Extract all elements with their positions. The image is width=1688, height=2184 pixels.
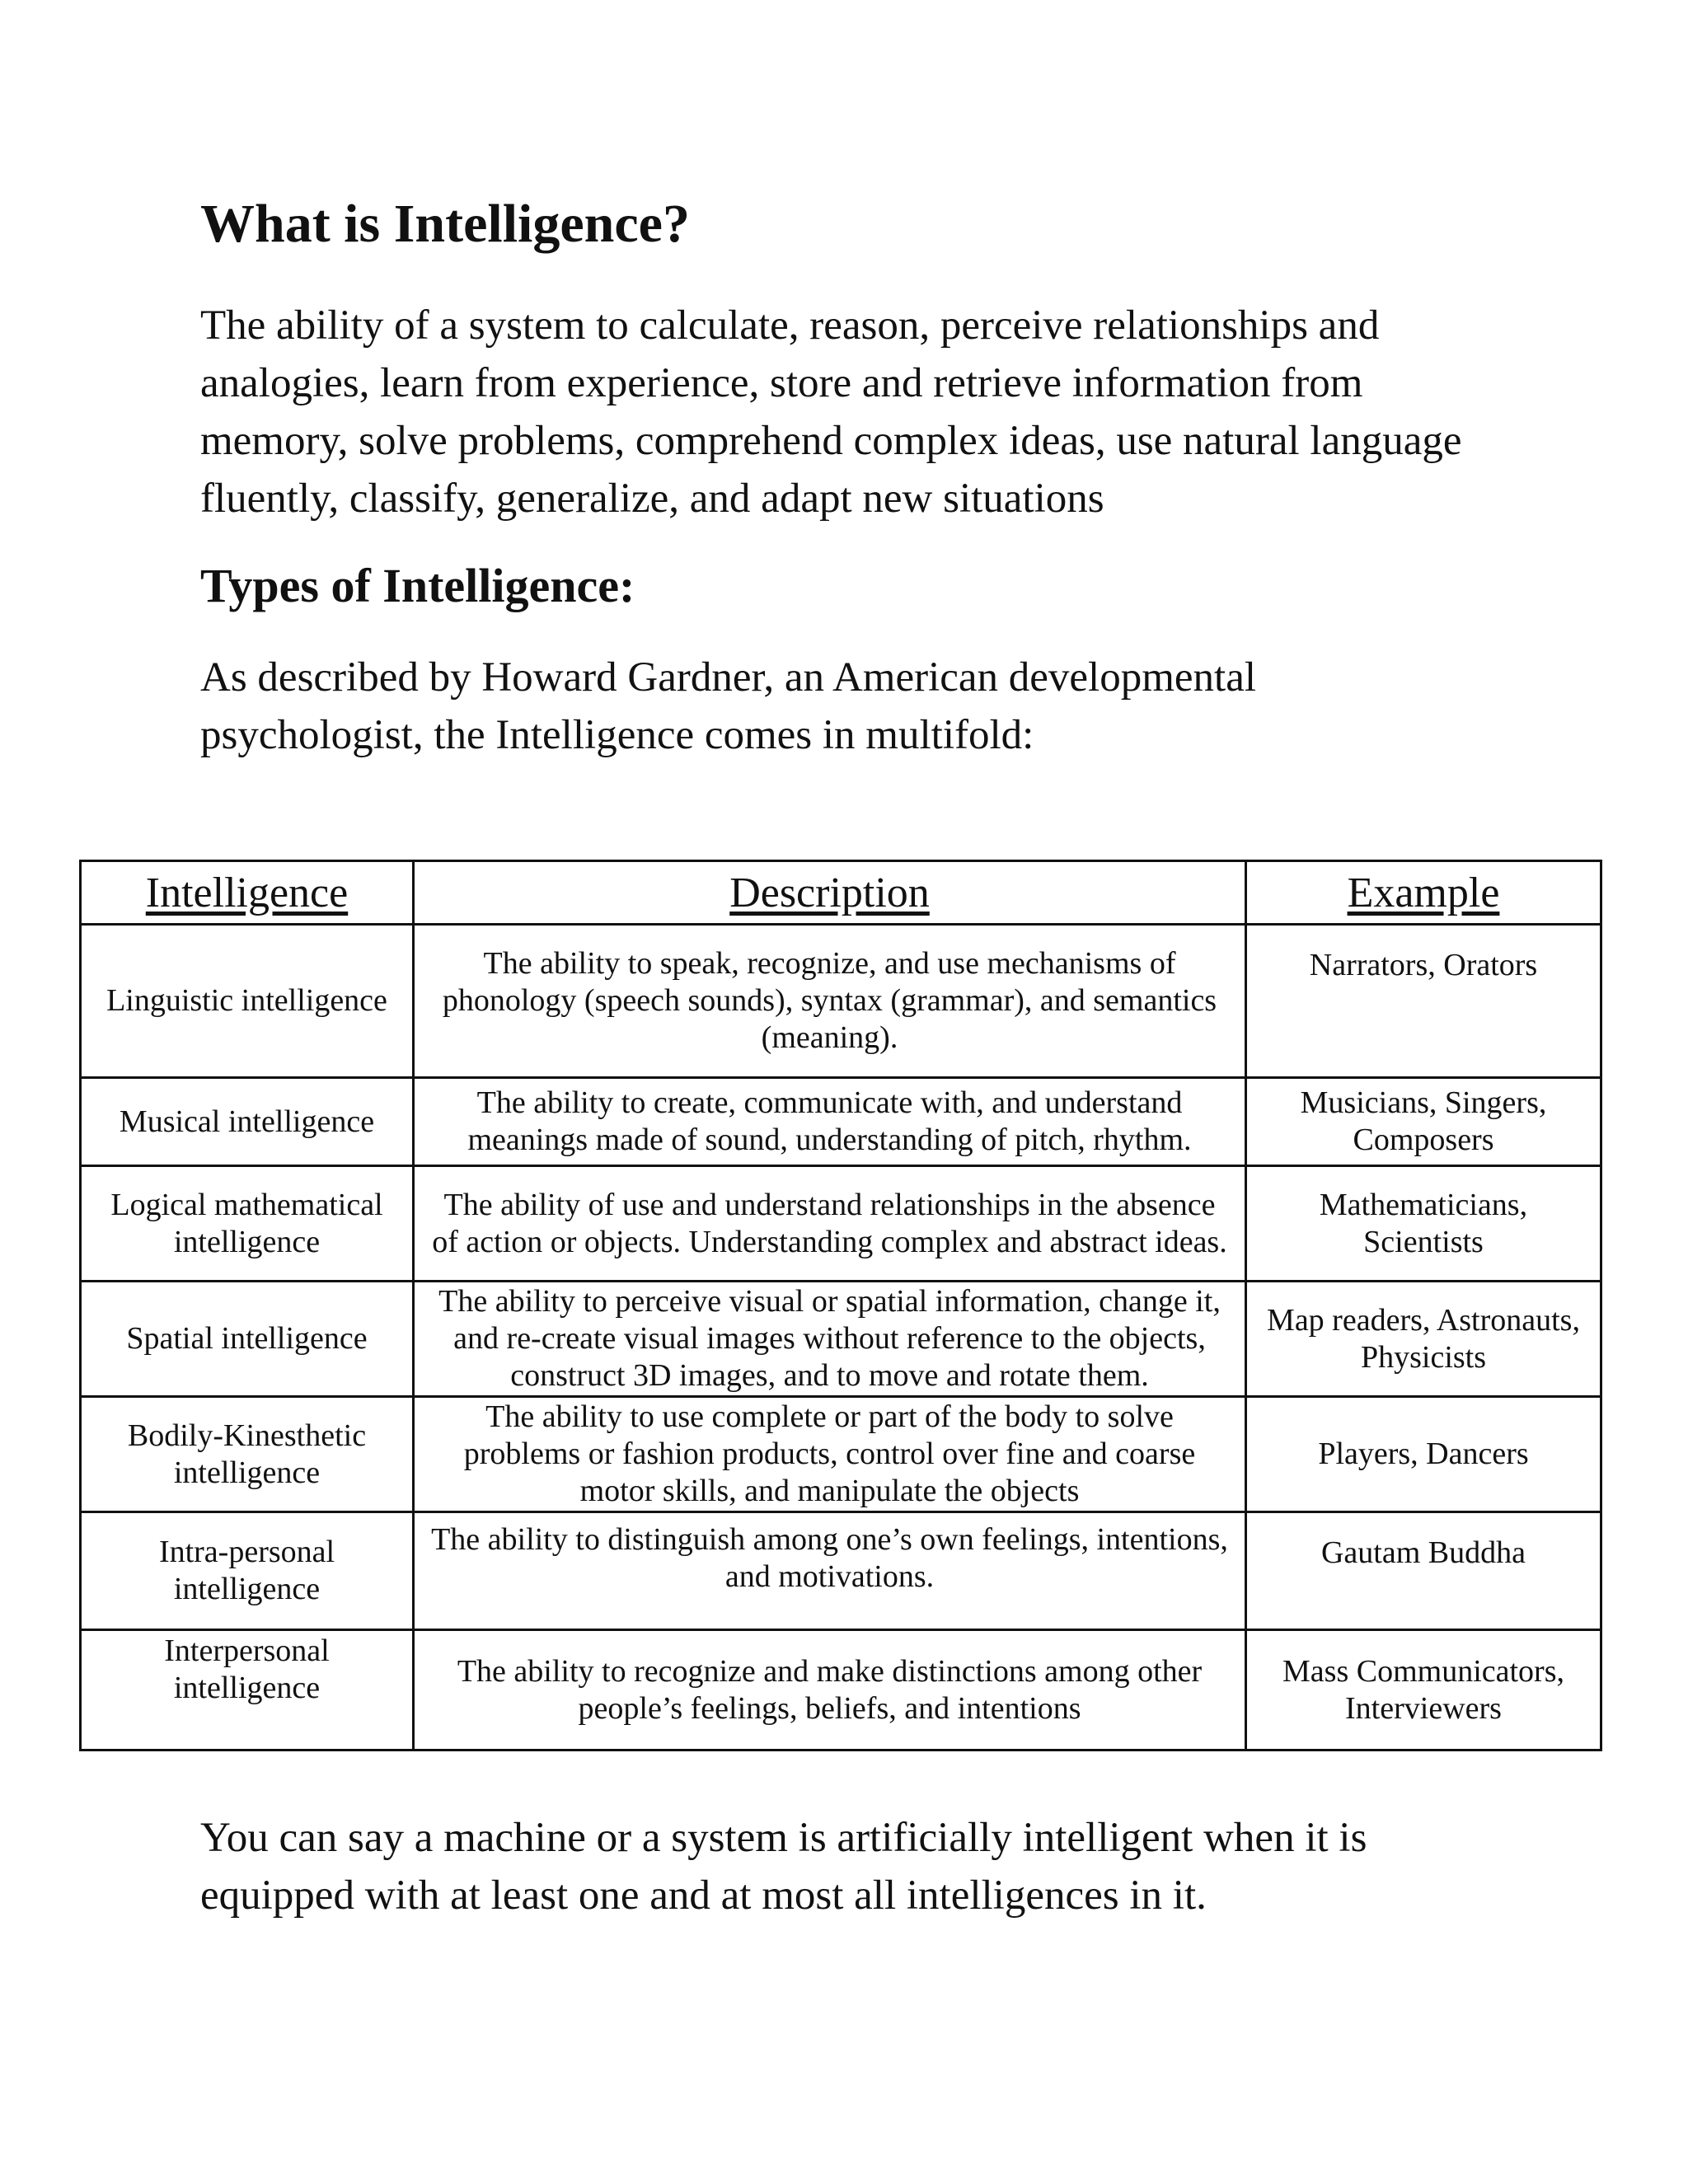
description-cell: The ability to use complete or part of the body to solve problems or fashion products, control over fine and coarse motor skills, and manipulate the objects — [414, 1397, 1246, 1512]
example-cell: Narrators, Orators — [1246, 925, 1601, 1078]
table-row — [81, 1630, 1601, 1750]
example-cell: Mathematicians, Scientists — [1246, 1166, 1601, 1282]
table-row — [81, 1166, 1601, 1282]
header-intelligence: Intelligence — [81, 861, 414, 925]
example-cell: Mass Communicators, Interviewers — [1246, 1630, 1601, 1750]
intelligence-cell: Interpersonal intelligence — [81, 1630, 414, 1750]
header-description: Description — [414, 861, 1246, 925]
types-intro-paragraph: As described by Howard Gardner, an American developmental psychologist, the Intelligence comes in multifold: — [200, 654, 1257, 758]
description-cell: The ability to distinguish among one’s own feelings, intentions, and motivations. — [414, 1512, 1246, 1630]
intelligence-cell: Intra-personal intelligence — [81, 1512, 414, 1630]
table-row — [81, 1282, 1601, 1397]
table-row — [81, 1512, 1601, 1630]
description-cell: The ability of use and understand relationships in the absence of action or objects. Understanding complex and abstract ideas. — [414, 1166, 1246, 1282]
header-example: Example — [1246, 861, 1601, 925]
intelligence-cell: Bodily-Kinesthetic intelligence — [81, 1397, 414, 1512]
example-cell: Gautam Buddha — [1246, 1512, 1601, 1630]
example-cell: Map readers, Astronauts, Physicists — [1246, 1282, 1601, 1397]
intelligence-cell: Spatial intelligence — [81, 1282, 414, 1397]
heading-types-of-intelligence: Types of Intelligence: — [200, 559, 635, 612]
heading-what-is-intelligence: What is Intelligence? — [200, 194, 690, 254]
table-header-row — [81, 861, 1601, 925]
description-cell: The ability to create, communicate with, and understand meanings made of sound, understanding of pitch, rhythm. — [414, 1078, 1246, 1166]
intelligence-cell: Linguistic intelligence — [81, 925, 414, 1078]
table-row — [81, 1078, 1601, 1166]
description-cell: The ability to recognize and make distinctions among other people’s feelings, beliefs, and intentions — [414, 1630, 1246, 1750]
description-cell: The ability to perceive visual or spatial information, change it, and re-create visual images without reference to the objects, construct 3D images, and to move and rotate them. — [414, 1282, 1246, 1397]
intelligence-cell: Musical intelligence — [81, 1078, 414, 1166]
conclusion-paragraph: You can say a machine or a system is artificially intelligent when it is equipped with at least one and at most all intelligences in it. — [200, 1815, 1367, 1919]
table-row — [81, 925, 1601, 1078]
definition-paragraph: The ability of a system to calculate, reason, perceive relationships and analogies, learn from experience, store and retrieve information from memory, solve problems, comprehend complex ideas, use natural language fluently, classify, generalize, and adapt new situations — [200, 302, 1462, 522]
example-cell: Musicians, Singers, Composers — [1246, 1078, 1601, 1166]
intelligence-table — [79, 860, 1602, 1751]
description-cell: The ability to speak, recognize, and use mechanisms of phonology (speech sounds), syntax (grammar), and semantics (meaning). — [414, 925, 1246, 1078]
table-row — [81, 1397, 1601, 1512]
intelligence-cell: Logical mathematical intelligence — [81, 1166, 414, 1282]
example-cell: Players, Dancers — [1246, 1397, 1601, 1512]
